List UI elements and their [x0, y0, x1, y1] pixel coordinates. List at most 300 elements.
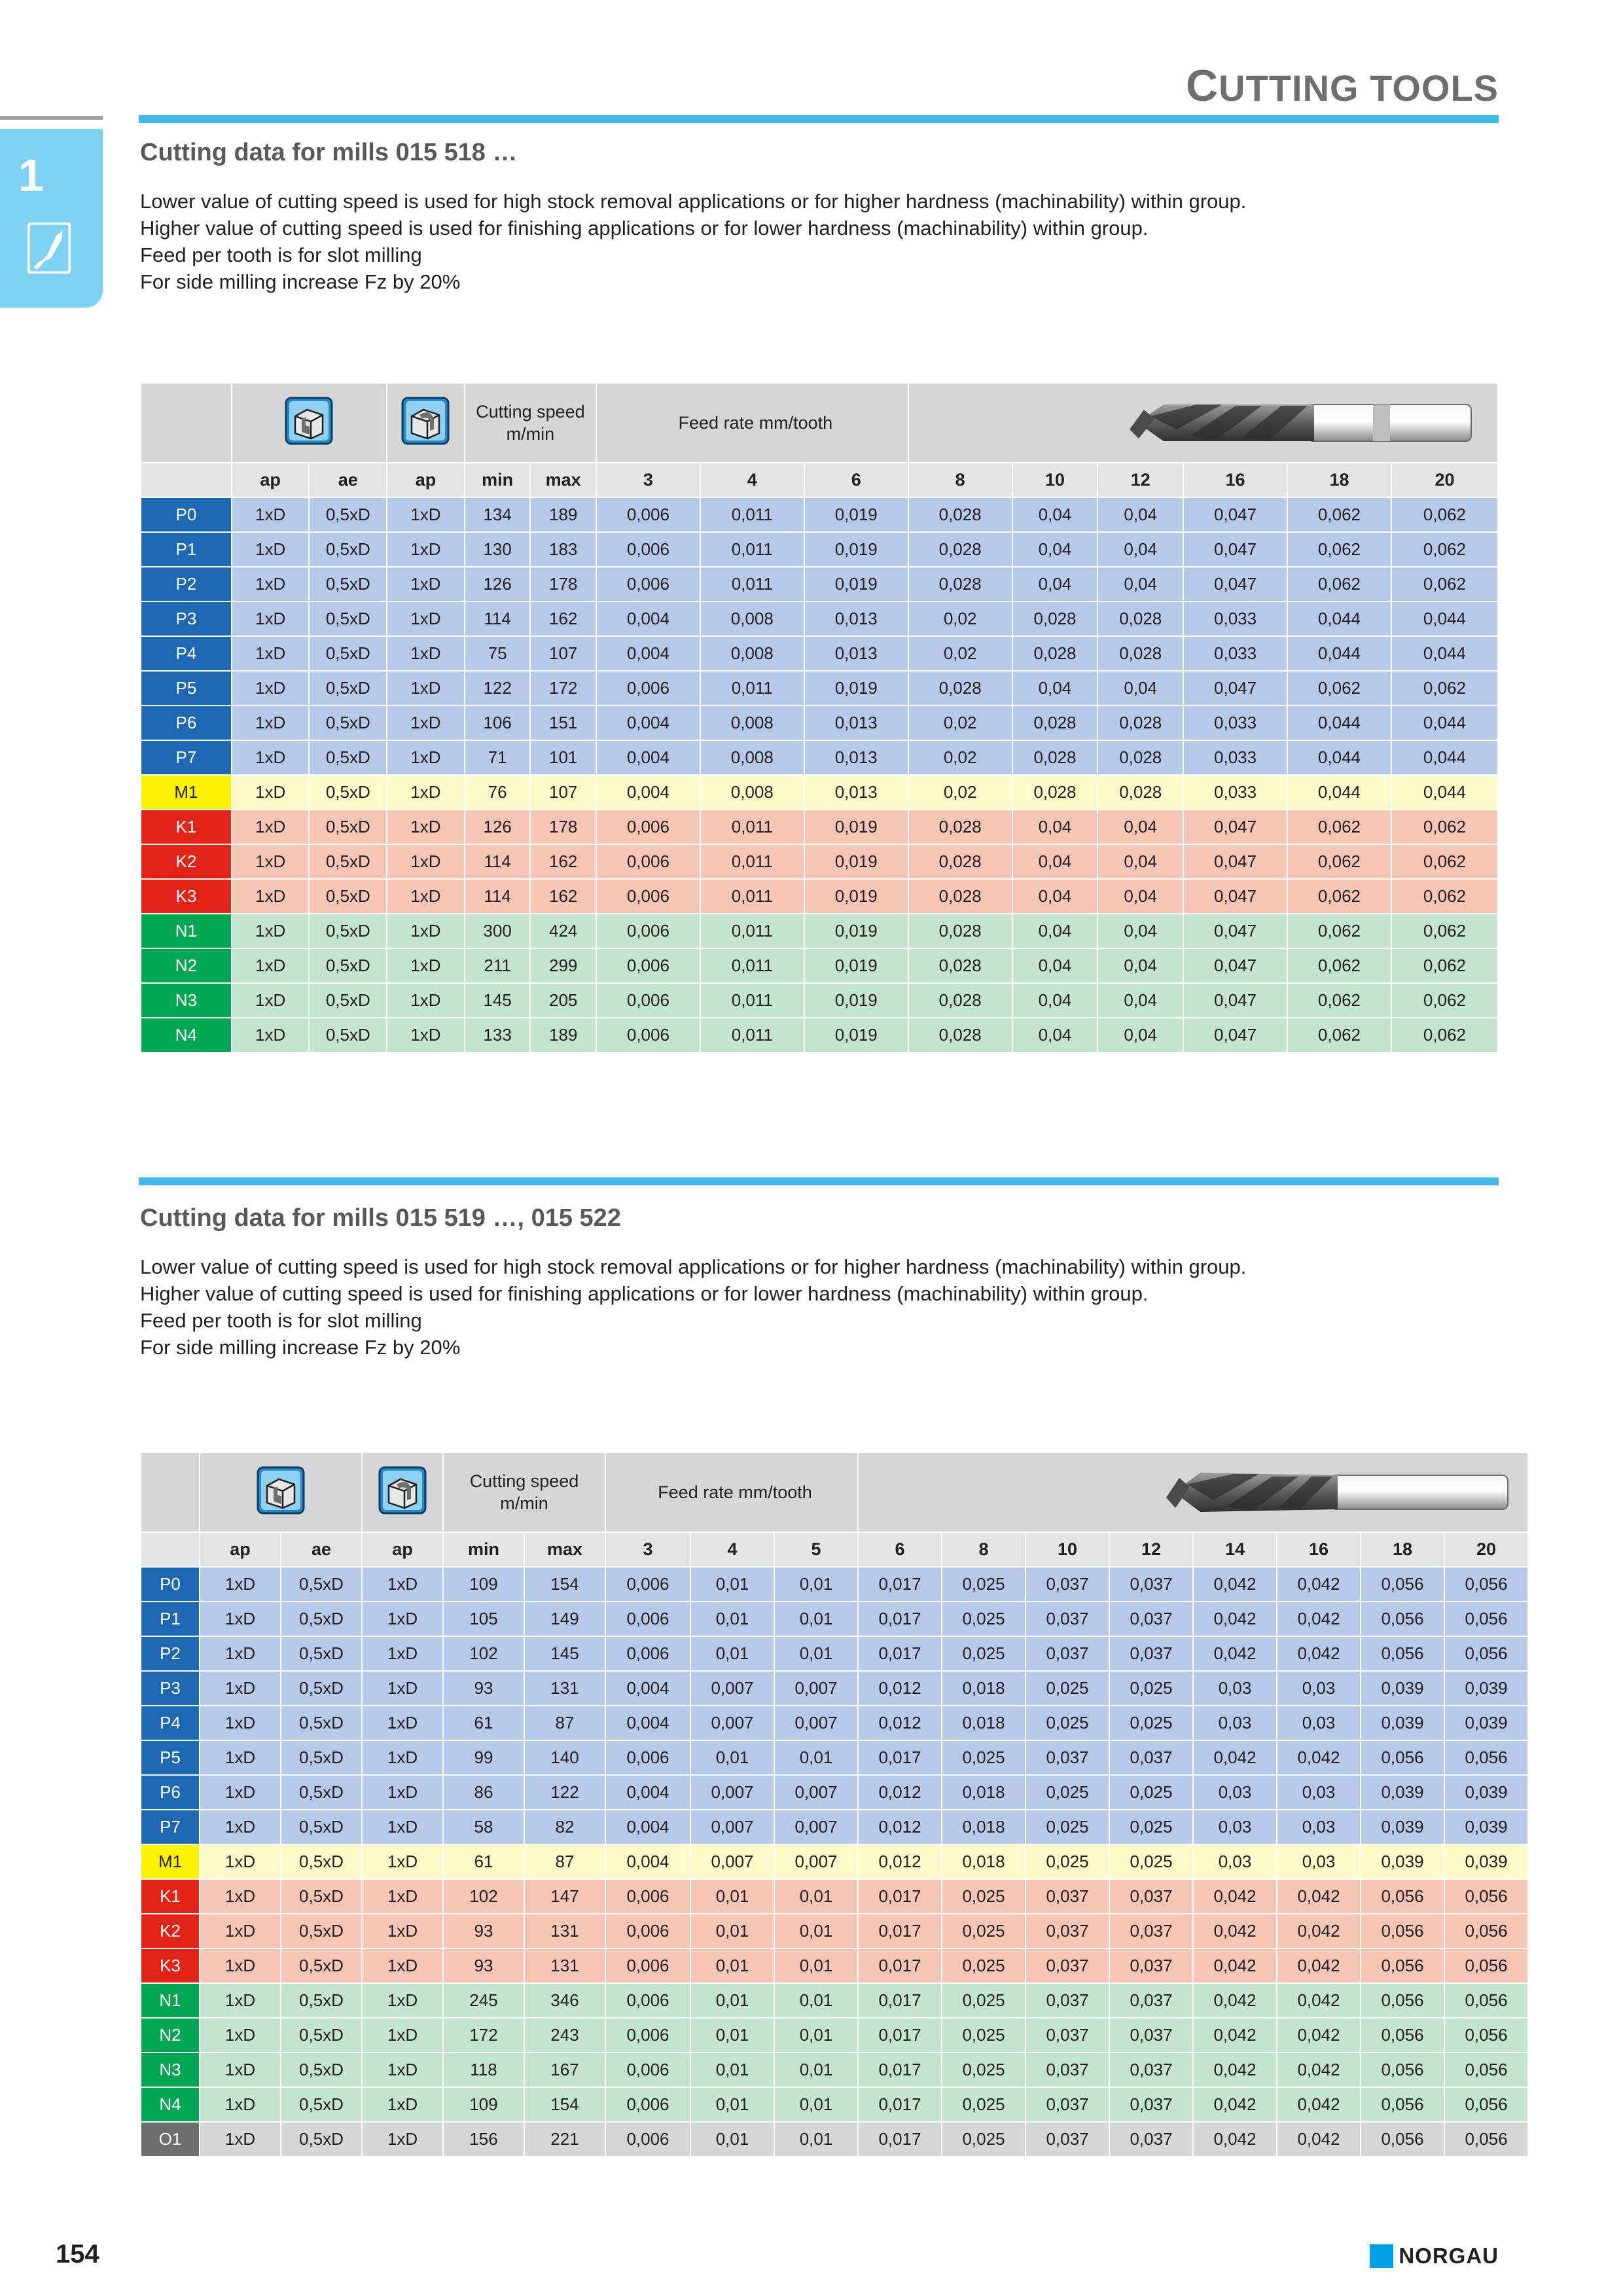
table-cell: 0,042 [1277, 1740, 1361, 1775]
table-cell: 0,01 [774, 1602, 858, 1636]
table-cell: 0,01 [690, 2018, 774, 2053]
table-cell: 0,5xD [309, 879, 387, 914]
table-cell: 0,062 [1391, 914, 1498, 948]
table-cell: 0,004 [605, 1706, 690, 1740]
table-cell: 1xD [362, 1671, 443, 1706]
table-row [141, 914, 1498, 948]
table-cell: 1xD [362, 1567, 443, 1602]
table-cell: 0,062 [1391, 497, 1498, 532]
table-cell: 0,011 [700, 983, 804, 1018]
table-cell: 154 [524, 2087, 605, 2122]
table-cell: 0,006 [605, 2018, 690, 2053]
table-cell: 0,007 [774, 1844, 858, 1879]
table-cell: 0,5xD [309, 844, 387, 879]
material-group-label: P3 [141, 601, 232, 636]
table-cell: 1xD [200, 1948, 281, 1983]
table-cell: 0,017 [858, 1983, 942, 2018]
table-cell: 0,006 [605, 1879, 690, 1914]
table-cell: 0,5xD [309, 810, 387, 844]
table-cell: 0,007 [774, 1810, 858, 1844]
column-header: 8 [908, 463, 1012, 497]
table-cell: 1xD [387, 671, 465, 706]
table-cell: 0,056 [1361, 1740, 1444, 1775]
table-cell: 1xD [362, 1810, 443, 1844]
table-cell: 0,01 [690, 2053, 774, 2087]
table-cell: 0,013 [804, 601, 908, 636]
table-cell: 0,062 [1287, 497, 1391, 532]
table-cell: 0,028 [908, 532, 1012, 567]
table-cell: 0,028 [1012, 601, 1098, 636]
side-milling-cell [387, 383, 465, 463]
table-cell: 0,044 [1287, 636, 1391, 671]
table-cell: 0,042 [1277, 1567, 1361, 1602]
table-cell: 0,056 [1361, 1879, 1444, 1914]
column-header: 18 [1287, 463, 1391, 497]
material-group-label: K2 [141, 844, 232, 879]
table-cell: 0,01 [774, 2087, 858, 2122]
table-cell: 0,025 [1109, 1810, 1193, 1844]
table-row [141, 1567, 1528, 1602]
material-group-label: P4 [141, 1706, 200, 1740]
table-cell: 0,042 [1277, 1948, 1361, 1983]
column-header: ap [362, 1532, 443, 1567]
section-rule [139, 1177, 1499, 1185]
column-header: ap [232, 463, 310, 497]
table-cell: 0,028 [1097, 636, 1183, 671]
table-cell: 1xD [200, 1914, 281, 1948]
table-cell: 0,007 [690, 1810, 774, 1844]
table-cell: 102 [443, 1636, 524, 1671]
table-cell: 114 [465, 601, 531, 636]
table-cell: 1xD [362, 1879, 443, 1914]
table-body [141, 1567, 1528, 2157]
table-cell: 1xD [387, 636, 465, 671]
table-cell: 1xD [387, 601, 465, 636]
table-cell: 0,028 [1012, 775, 1098, 810]
table-cell: 1xD [362, 2122, 443, 2157]
note-line: Lower value of cutting speed is used for high stock removal applications or for higher hardness (machinability) within group. [140, 190, 1247, 213]
table-row [141, 775, 1498, 810]
table-cell: 0,037 [1026, 2087, 1109, 2122]
table-cell: 93 [443, 1914, 524, 1948]
table-cell: 0,025 [1026, 1671, 1109, 1706]
table-cell: 122 [465, 671, 531, 706]
table-cell: 0,028 [908, 567, 1012, 601]
table-row [141, 636, 1498, 671]
material-group-label: N4 [141, 1018, 232, 1052]
table-cell: 0,5xD [281, 2053, 362, 2087]
table-cell: 0,006 [596, 879, 700, 914]
table-cell: 0,007 [774, 1706, 858, 1740]
table-cell: 0,042 [1277, 1636, 1361, 1671]
table-cell: 0,04 [1012, 1018, 1098, 1052]
table-cell: 0,007 [690, 1706, 774, 1740]
table-row [141, 1671, 1528, 1706]
column-header: 12 [1097, 463, 1183, 497]
table-cell: 0,01 [774, 2122, 858, 2157]
table-cell: 0,013 [804, 636, 908, 671]
table-cell: 0,019 [804, 671, 908, 706]
table-cell: 243 [524, 2018, 605, 2053]
table-cell: 0,01 [774, 2018, 858, 2053]
column-header: 5 [774, 1532, 858, 1567]
table-cell: 0,037 [1109, 1602, 1193, 1636]
cutting-data-table [140, 382, 1499, 1053]
table-cell: 107 [530, 775, 596, 810]
table-cell: 0,044 [1391, 775, 1498, 810]
material-group-label: N2 [141, 948, 232, 983]
table-cell: 0,03 [1277, 1671, 1361, 1706]
table-cell: 1xD [232, 706, 310, 740]
table-cell: 0,025 [1026, 1844, 1109, 1879]
table-cell: 1xD [232, 775, 310, 810]
table-cell: 0,019 [804, 948, 908, 983]
column-header: 16 [1277, 1532, 1361, 1567]
table-cell: 189 [530, 1018, 596, 1052]
table-cell: 1xD [200, 1983, 281, 2018]
table-cell: 0,056 [1361, 2053, 1444, 2087]
column-header: 12 [1109, 1532, 1193, 1567]
table-cell: 107 [530, 636, 596, 671]
table-cell: 0,025 [1109, 1706, 1193, 1740]
table-cell: 0,047 [1183, 844, 1287, 879]
chapter-number: 1 [18, 150, 44, 201]
table-cell: 0,062 [1391, 567, 1498, 601]
table-cell: 0,042 [1193, 1602, 1277, 1636]
table-cell: 0,056 [1361, 1914, 1444, 1948]
table-cell: 0,018 [942, 1775, 1026, 1810]
table-cell: 0,056 [1444, 2018, 1528, 2053]
table-cell: 0,028 [908, 844, 1012, 879]
table-cell: 0,056 [1361, 1636, 1444, 1671]
table-cell: 0,018 [942, 1671, 1026, 1706]
table-cell: 1xD [362, 1914, 443, 1948]
table-cell: 0,006 [605, 1567, 690, 1602]
table-cell: 1xD [232, 948, 310, 983]
column-header: 16 [1183, 463, 1287, 497]
table-cell: 1xD [200, 2122, 281, 2157]
table-cell: 0,006 [605, 1740, 690, 1775]
chapter-tab[interactable] [0, 129, 103, 308]
table-cell: 0,008 [700, 706, 804, 740]
table-cell: 87 [524, 1706, 605, 1740]
table-cell: 0,025 [942, 2018, 1026, 2053]
table-cell: 0,007 [690, 1844, 774, 1879]
table-cell: 1xD [200, 1671, 281, 1706]
table-row [141, 844, 1498, 879]
note-line: For side milling increase Fz by 20% [140, 1336, 461, 1359]
table-cell: 0,017 [858, 2122, 942, 2157]
table-cell: 0,004 [596, 740, 700, 775]
table-cell: 0,013 [804, 775, 908, 810]
table-cell: 0,019 [804, 497, 908, 532]
table-cell: 0,037 [1026, 1948, 1109, 1983]
material-group-label: P1 [141, 1602, 200, 1636]
material-group-label: P2 [141, 567, 232, 601]
header-title-initial: C [1186, 61, 1219, 111]
side-milling-icon [378, 1466, 427, 1515]
table-cell: 0,007 [774, 1671, 858, 1706]
table-cell: 0,042 [1277, 1879, 1361, 1914]
table-cell: 0,01 [774, 1636, 858, 1671]
table-cell: 0,5xD [309, 532, 387, 567]
table-cell: 0,062 [1287, 948, 1391, 983]
side-milling-icon [401, 397, 450, 445]
table-cell: 0,04 [1012, 844, 1098, 879]
table-cell: 0,062 [1287, 810, 1391, 844]
table-cell: 0,062 [1287, 983, 1391, 1018]
table-cell: 0,062 [1391, 983, 1498, 1018]
table-cell: 1xD [387, 567, 465, 601]
table-cell: 0,025 [1026, 1706, 1109, 1740]
table-cell: 0,028 [908, 497, 1012, 532]
table-cell: 0,028 [1012, 706, 1098, 740]
table-cell: 0,042 [1277, 1602, 1361, 1636]
table-cell: 0,025 [942, 1602, 1026, 1636]
table-cell: 0,008 [700, 740, 804, 775]
table-cell: 0,5xD [281, 1914, 362, 1948]
page-number: 154 [56, 2240, 99, 2269]
table-cell: 0,062 [1287, 914, 1391, 948]
table-cell: 0,037 [1026, 1740, 1109, 1775]
section-title: Cutting data for mills 015 518 … [140, 139, 518, 166]
column-header: ae [309, 463, 387, 497]
table-cell: 0,006 [605, 1636, 690, 1671]
table-cell: 1xD [232, 810, 310, 844]
table-cell: 1xD [362, 1844, 443, 1879]
table-icon-row [141, 1452, 1528, 1532]
table-cell: 0,056 [1444, 1740, 1528, 1775]
table-cell: 131 [524, 1914, 605, 1948]
table-cell: 0,01 [690, 1879, 774, 1914]
note-line: For side milling increase Fz by 20% [140, 270, 461, 293]
table-cell: 0,062 [1391, 844, 1498, 879]
table-cell: 172 [530, 671, 596, 706]
table-cell: 0,004 [596, 601, 700, 636]
table-cell: 0,01 [774, 1983, 858, 2018]
note-line: Feed per tooth is for slot milling [140, 1309, 422, 1332]
table-cell: 0,042 [1193, 1879, 1277, 1914]
table-cell: 0,04 [1097, 983, 1183, 1018]
column-header: 8 [942, 1532, 1026, 1567]
table-cell: 0,017 [858, 2087, 942, 2122]
table-cell: 0,5xD [281, 1775, 362, 1810]
material-group-label: K3 [141, 879, 232, 914]
table-cell: 0,006 [605, 2122, 690, 2157]
table-cell: 82 [524, 1810, 605, 1844]
table-cell: 0,062 [1287, 844, 1391, 879]
table-cell: 0,006 [605, 2053, 690, 2087]
table-cell: 71 [465, 740, 531, 775]
table-cell: 0,01 [774, 1948, 858, 1983]
table-cell: 0,044 [1287, 775, 1391, 810]
column-header-row [141, 1532, 1528, 1567]
table-cell: 0,011 [700, 810, 804, 844]
column-header: min [465, 463, 531, 497]
table-cell: 0,5xD [281, 1810, 362, 1844]
table-cell: 0,04 [1097, 567, 1183, 601]
table-row [141, 2087, 1528, 2122]
table-cell: 0,044 [1287, 601, 1391, 636]
slot-milling-cell [200, 1452, 362, 1532]
table-cell: 0,028 [908, 1018, 1012, 1052]
table-cell: 0,04 [1012, 810, 1098, 844]
table-cell: 0,006 [596, 1018, 700, 1052]
table-cell: 0,04 [1012, 948, 1098, 983]
page-header-title [1186, 60, 1499, 111]
table-cell: 0,006 [605, 1983, 690, 2018]
table-row [141, 671, 1498, 706]
table-cell: 0,062 [1287, 671, 1391, 706]
table-cell: 0,062 [1391, 810, 1498, 844]
table-cell: 0,025 [942, 2053, 1026, 2087]
table-cell: 0,006 [596, 671, 700, 706]
table-cell: 0,04 [1097, 948, 1183, 983]
table-cell: 0,006 [596, 497, 700, 532]
table-cell: 0,025 [942, 1740, 1026, 1775]
table-cell: 0,017 [858, 1948, 942, 1983]
material-group-label: P1 [141, 532, 232, 567]
table-row [141, 1844, 1528, 1879]
table-cell: 0,018 [942, 1844, 1026, 1879]
table-cell: 178 [530, 810, 596, 844]
table-cell: 0,007 [690, 1775, 774, 1810]
table-cell: 1xD [232, 740, 310, 775]
table-cell: 0,028 [1012, 636, 1098, 671]
table-cell: 0,004 [605, 1810, 690, 1844]
table-cell: 178 [530, 567, 596, 601]
table-cell: 0,025 [1026, 1810, 1109, 1844]
column-header: 6 [804, 463, 908, 497]
cutting-speed-header: Cutting speed m/min [465, 383, 596, 463]
table-cell: 0,039 [1361, 1775, 1444, 1810]
table-cell: 0,044 [1287, 706, 1391, 740]
table-cell: 105 [443, 1602, 524, 1636]
table-cell: 0,025 [942, 1636, 1026, 1671]
table-cell: 0,01 [690, 1636, 774, 1671]
table-cell: 0,042 [1277, 2122, 1361, 2157]
table-cell: 0,025 [942, 1879, 1026, 1914]
table-cell: 0,01 [690, 1567, 774, 1602]
table-cell: 205 [530, 983, 596, 1018]
end-mill-image [1124, 390, 1478, 456]
table-cell: 0,062 [1287, 532, 1391, 567]
table-cell: 0,006 [596, 844, 700, 879]
table-cell: 114 [465, 844, 531, 879]
table-cell: 1xD [362, 2018, 443, 2053]
table-cell: 0,011 [700, 567, 804, 601]
blank-cell [141, 1452, 200, 1532]
table-cell: 151 [530, 706, 596, 740]
table-cell: 0,056 [1444, 2053, 1528, 2087]
table-cell: 0,017 [858, 1914, 942, 1948]
table-cell: 0,039 [1444, 1844, 1528, 1879]
table-cell: 0,025 [1109, 1671, 1193, 1706]
table-cell: 0,011 [700, 948, 804, 983]
table-cell: 145 [465, 983, 531, 1018]
column-header: max [524, 1532, 605, 1567]
table-cell: 0,039 [1444, 1671, 1528, 1706]
table-cell: 0,017 [858, 2018, 942, 2053]
table-cell: 0,011 [700, 879, 804, 914]
column-header: 14 [1193, 1532, 1277, 1567]
table-cell: 0,017 [858, 2053, 942, 2087]
table-cell: 0,025 [942, 1567, 1026, 1602]
table-cell: 1xD [387, 497, 465, 532]
table-cell: 0,062 [1391, 1018, 1498, 1052]
section-notes [140, 188, 1246, 295]
material-group-label: N3 [141, 2053, 200, 2087]
table-cell: 0,04 [1097, 810, 1183, 844]
table-cell: 1xD [362, 1636, 443, 1671]
material-group-label: M1 [141, 1844, 200, 1879]
table-icon-row [141, 383, 1498, 463]
table-cell: 1xD [200, 1706, 281, 1740]
table-cell: 0,03 [1277, 1706, 1361, 1740]
table-cell: 0,025 [942, 1914, 1026, 1948]
cutting-data-table [140, 1452, 1529, 2157]
table-cell: 0,037 [1109, 2087, 1193, 2122]
table-cell: 1xD [200, 1810, 281, 1844]
table-cell: 0,056 [1444, 1602, 1528, 1636]
table-cell: 0,011 [700, 532, 804, 567]
table-cell: 0,04 [1012, 914, 1098, 948]
table-cell: 0,042 [1193, 1948, 1277, 1983]
table-row [141, 1740, 1528, 1775]
table-cell: 0,062 [1391, 671, 1498, 706]
table-cell: 0,037 [1026, 1914, 1109, 1948]
table-cell: 299 [530, 948, 596, 983]
table-cell: 0,004 [605, 1844, 690, 1879]
table-cell: 0,056 [1444, 2087, 1528, 2122]
table-cell: 1xD [362, 1602, 443, 1636]
table-cell: 0,047 [1183, 497, 1287, 532]
section-title: Cutting data for mills 015 519 …, 015 522 [140, 1204, 621, 1232]
side-tab-rule [0, 116, 103, 120]
table-cell: 0,04 [1012, 567, 1098, 601]
table-cell: 0,042 [1193, 1914, 1277, 1948]
table-cell: 1xD [200, 1636, 281, 1671]
table-cell: 0,037 [1109, 1914, 1193, 1948]
material-group-label: O1 [141, 2122, 200, 2157]
table-row [141, 983, 1498, 1018]
table-cell: 0,04 [1097, 914, 1183, 948]
table-cell: 126 [465, 567, 531, 601]
table-cell: 424 [530, 914, 596, 948]
table-cell: 0,044 [1391, 601, 1498, 636]
table-cell: 0,5xD [309, 914, 387, 948]
table-cell: 0,01 [690, 1740, 774, 1775]
table-cell: 147 [524, 1879, 605, 1914]
table-cell: 0,02 [908, 740, 1012, 775]
table-row [141, 567, 1498, 601]
table-cell: 102 [443, 1879, 524, 1914]
table-cell: 0,056 [1444, 1636, 1528, 1671]
table-cell: 0,03 [1193, 1706, 1277, 1740]
column-header [141, 463, 232, 497]
material-group-label: P0 [141, 1567, 200, 1602]
table-cell: 114 [465, 879, 531, 914]
table-cell: 1xD [232, 844, 310, 879]
table-cell: 1xD [387, 740, 465, 775]
column-header: 6 [858, 1532, 942, 1567]
table-cell: 0,01 [690, 1602, 774, 1636]
table-cell: 1xD [362, 1740, 443, 1775]
table-cell: 0,006 [596, 532, 700, 567]
table-cell: 0,04 [1012, 983, 1098, 1018]
table-cell: 0,006 [596, 948, 700, 983]
table-cell: 0,056 [1361, 1602, 1444, 1636]
